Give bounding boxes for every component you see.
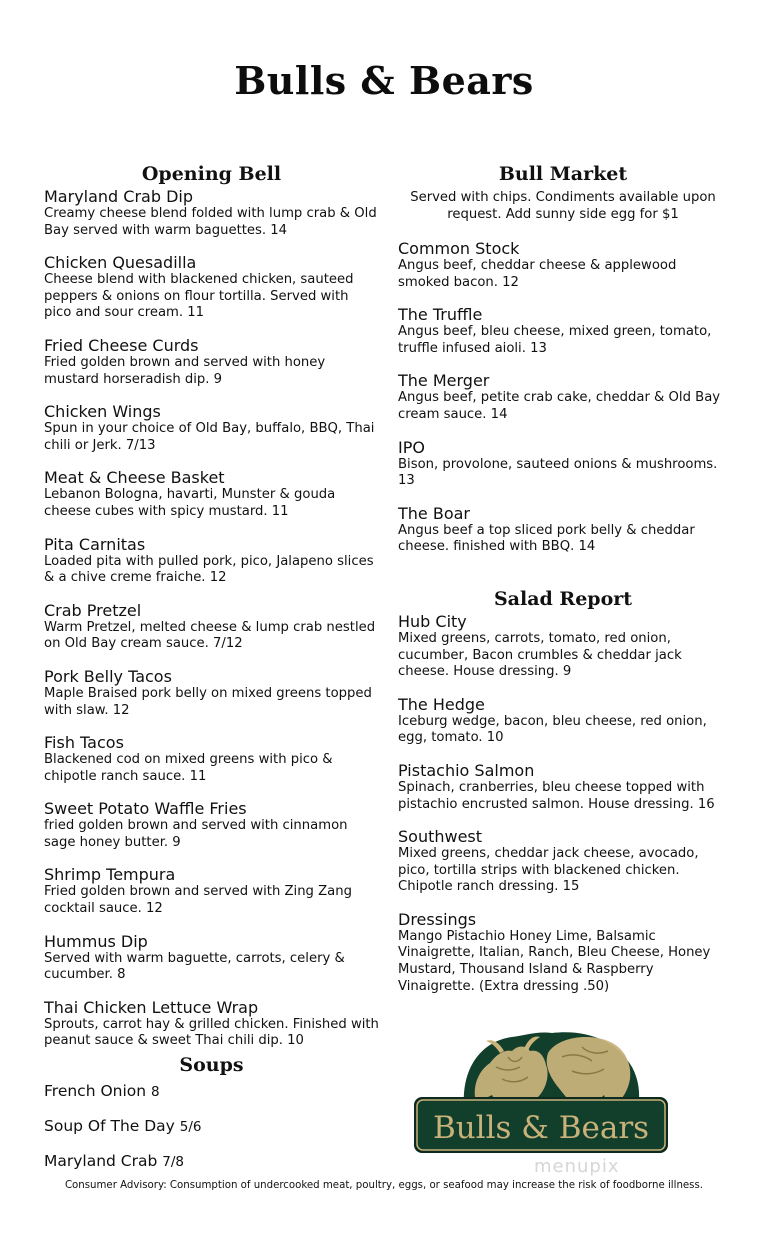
consumer-advisory: Consumer Advisory: Consumption of undercooked meat, poultry, eggs, or seafood may increase the risk of foodborne illness. (64, 1180, 704, 1191)
item-description: Angus beef, cheddar cheese & applewood smoked bacon. 12 (398, 258, 677, 290)
soups-list (44, 1082, 379, 1172)
menu-item (398, 504, 728, 556)
menu-item (398, 612, 728, 681)
item-description: Cheese blend with blackened chicken, sauteed peppers & onions on flour tortilla. Served with pico and sour cream. 11 (44, 272, 354, 321)
soup-name: Maryland Crab (44, 1152, 158, 1171)
item-description: Bison, provolone, sauteed onions & mushrooms. 13 (398, 456, 718, 489)
logo-text: Bulls & Bears (432, 1110, 650, 1146)
menu-item (398, 239, 728, 291)
menu-item (398, 695, 728, 747)
item-name: Fish Tacos (44, 733, 124, 753)
menu-item (44, 865, 379, 917)
item-name: Pita Carnitas (44, 534, 146, 554)
item-description: Iceburg wedge, bacon, bleu cheese, red onion, egg, tomato. 10 (398, 713, 707, 746)
menu-item (398, 371, 728, 423)
item-description: Angus beef, bleu cheese, mixed green, tomato, truffle infused aioli. 13 (398, 324, 712, 356)
item-description: fried golden brown and served with cinnamon sage honey butter. 9 (44, 818, 348, 850)
item-name: Hummus Dip (44, 931, 148, 951)
bull-and-bear-emblem-icon (412, 1027, 670, 1155)
item-name: Crab Pretzel (44, 600, 142, 620)
item-description: Loaded pita with pulled pork, pico, Jalapeno slices & a chive creme fraiche. 12 (44, 553, 374, 586)
item-name: Meat & Cheese Basket (44, 468, 225, 488)
menu-item (44, 336, 379, 388)
menu-item (398, 438, 728, 490)
item-description: Creamy cheese blend folded with lump crab & Old Bay served with warm baguettes. 14 (44, 206, 377, 238)
item-name: Hub City (398, 611, 467, 631)
soup-item (44, 1152, 379, 1172)
item-description: Spinach, cranberries, bleu cheese topped with pistachio encrusted salmon. House dressing. 16 (398, 779, 715, 812)
item-description: Spun in your choice of Old Bay, buffalo, BBQ, Thai chili or Jerk. 7/13 (44, 421, 375, 453)
item-name: The Truffle (398, 305, 483, 325)
salad-report-list (398, 612, 728, 995)
item-description: Angus beef, petite crab cake, cheddar & Old Bay cream sauce. 14 (398, 390, 721, 422)
soup-name: French Onion (44, 1082, 147, 1101)
menu-item (398, 827, 728, 896)
menu-item (44, 998, 379, 1050)
item-description: Mixed greens, carrots, tomato, red onion, cucumber, Bacon crumbles & cheddar jack cheese. House dressing. 9 (398, 630, 682, 680)
section-heading-soups: Soups (179, 1054, 244, 1077)
item-description: Warm Pretzel, melted cheese & lump crab nestled on Old Bay cream sauce. 7/12 (44, 619, 376, 652)
item-name: Pork Belly Tacos (44, 666, 172, 686)
item-description: Fried golden brown and served with honey mustard horseradish dip. 9 (44, 354, 326, 387)
watermark: menupix (534, 1156, 620, 1177)
item-description: Lebanon Bologna, havarti, Munster & gouda cheese cubes with spicy mustard. 11 (44, 487, 336, 519)
item-description: Mixed greens, cheddar jack cheese, avocado, pico, tortilla strips with blackened chicken. Chipotle ranch dressing. 15 (398, 846, 699, 895)
menu-item (398, 910, 728, 995)
item-description: Mango Pistachio Honey Lime, Balsamic Vinaigrette, Italian, Ranch, Bleu Cheese, Honey Mustard, Thousand Island & Raspberry Vinaigrette. (Extra dressing .50) (398, 928, 711, 994)
item-description: Blackened cod on mixed greens with pico & chipotle ranch sauce. 11 (44, 752, 333, 784)
section-heading-bull-market: Bull Market (498, 163, 628, 185)
item-name: The Hedge (398, 694, 485, 714)
item-name: Fried Cheese Curds (44, 335, 199, 355)
right-column (398, 161, 728, 995)
item-name: Sweet Potato Waffle Fries (44, 799, 247, 819)
menu-item (398, 305, 728, 357)
item-name: Southwest (398, 827, 483, 847)
item-description: Sprouts, carrot hay & grilled chicken. Finished with peanut sauce & sweet Thai chili dip. 10 (44, 1016, 379, 1049)
menu-item (44, 535, 379, 587)
section-heading-opening-bell: Opening Bell (141, 163, 282, 185)
item-name: IPO (398, 437, 425, 457)
bull-market-list (398, 239, 728, 556)
soup-price: 7/8 (162, 1154, 185, 1171)
soup-price: 5/6 (179, 1119, 202, 1136)
section-heading-salad-report: Salad Report (493, 587, 633, 610)
item-description: Maple Braised pork belly on mixed greens topped with slaw. 12 (44, 685, 372, 718)
bulls-and-bears-logo (412, 1027, 670, 1155)
menu-item (44, 187, 379, 239)
menu-item (44, 253, 379, 322)
item-name: Shrimp Tempura (44, 865, 176, 885)
item-description: Fried golden brown and served with Zing Zang cocktail sauce. 12 (44, 884, 352, 917)
section-note-bull-market: Served with chips. Condiments available upon request. Add sunny side egg for $1 (410, 190, 716, 222)
item-name: Pistachio Salmon (398, 760, 535, 780)
menu-item (44, 402, 379, 454)
item-name: Common Stock (398, 239, 520, 258)
item-description: Angus beef a top sliced pork belly & cheddar cheese. finished with BBQ. 14 (398, 522, 695, 555)
item-description: Served with warm baguette, carrots, celery & cucumber. 8 (44, 950, 345, 983)
menu-item (44, 733, 379, 785)
item-name: The Boar (398, 503, 470, 523)
soup-name: Soup Of The Day (44, 1117, 175, 1136)
menu-item (44, 932, 379, 984)
menu-item (44, 468, 379, 520)
item-name: Thai Chicken Lettuce Wrap (44, 997, 259, 1017)
menu-item (398, 761, 728, 813)
soup-item (44, 1117, 379, 1137)
item-name: Dressings (398, 909, 477, 929)
opening-bell-list (44, 187, 379, 1050)
item-name: The Merger (398, 371, 490, 391)
item-name: Chicken Quesadilla (44, 253, 197, 273)
left-column (44, 161, 379, 1172)
menu-item (44, 601, 379, 653)
soup-item (44, 1082, 379, 1102)
menu-item (44, 667, 379, 719)
item-name: Chicken Wings (44, 402, 161, 422)
menu-title: Bulls & Bears (234, 58, 534, 103)
soup-price: 8 (151, 1084, 160, 1101)
menu-item (44, 799, 379, 851)
item-name: Maryland Crab Dip (44, 187, 194, 206)
